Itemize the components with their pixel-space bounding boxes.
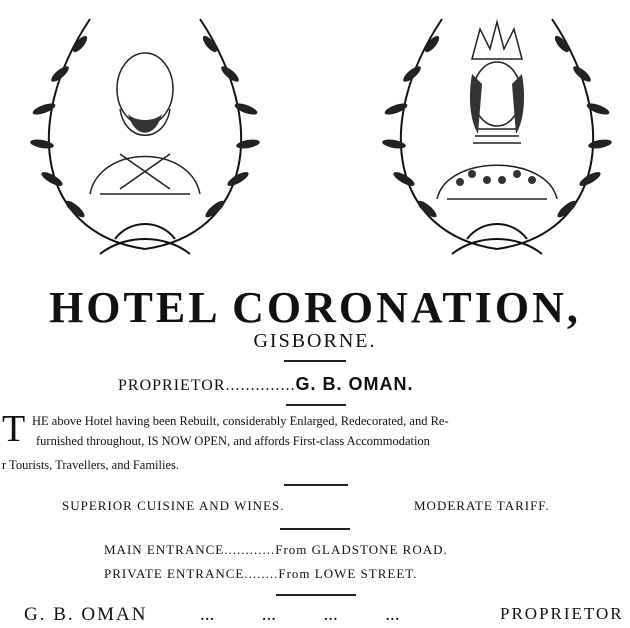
footer-name: G. B. OMAN	[24, 604, 148, 625]
body-line-3: r Tourists, Travellers, and Families.	[2, 458, 180, 472]
divider	[276, 594, 356, 596]
body-line-1: HE above Hotel having been Rebuilt, considerably Enlarged, Redecorated, and Re-	[32, 414, 449, 428]
hotel-title: HOTEL CORONATION,	[49, 283, 581, 332]
town-subtitle: GISBORNE.	[253, 330, 377, 352]
drop-cap: T	[2, 408, 26, 450]
proprietor-label: PROPRIETOR	[118, 377, 226, 394]
feature-cuisine: SUPERIOR CUISINE AND WINES.	[62, 498, 285, 513]
proprietor-dots: ..............	[225, 377, 296, 394]
footer-role: PROPRIETOR	[500, 604, 624, 623]
feature-tariff: MODERATE TARIFF.	[414, 498, 550, 513]
proprietor-line	[118, 374, 414, 395]
queen-portrait	[372, 4, 622, 266]
proprietor-name: G. B. OMAN.	[295, 374, 414, 394]
divider	[280, 528, 350, 530]
footer-dots: ... ... ... ...	[200, 604, 400, 625]
private-entrance: PRIVATE ENTRANCE........From LOWE STREET.	[104, 566, 418, 581]
king-portrait	[20, 4, 270, 266]
body-line-2: furnished throughout, IS NOW OPEN, and affords First-class Accommodation	[36, 434, 430, 448]
divider	[286, 404, 346, 406]
divider	[284, 360, 346, 362]
divider	[284, 484, 348, 486]
main-entrance: MAIN ENTRANCE............From GLADSTONE ROAD.	[104, 542, 448, 557]
